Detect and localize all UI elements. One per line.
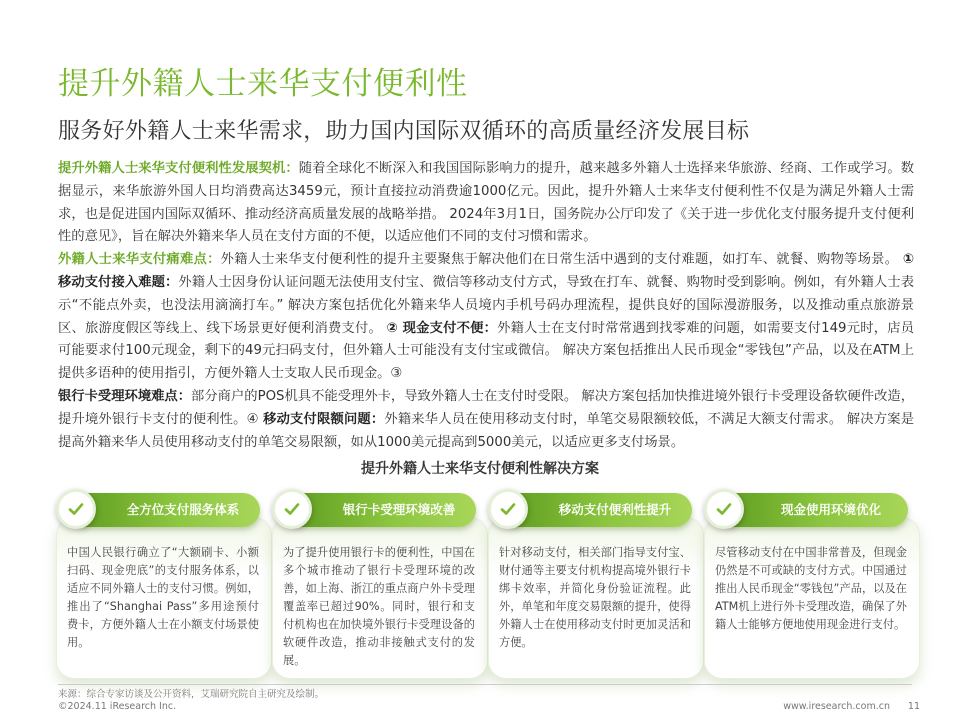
card-label: 现金使用环境优化 [780,502,881,517]
solution-card-3 [488,493,704,679]
card-header [502,493,692,527]
card-description: 针对移动支付，相关部门指导支付宝、财付通等主要支付机构提高境外银行卡绑卡效率，并简化身份验证流程。此外，单笔和年度交易限额的提升，使得外籍人士在使用移动支付时更加灵活和方便。 [499,546,691,649]
page-subtitle: 服务好外籍人士来华需求，助力国内国际双循环的高质量经济发展目标 [58,119,750,144]
source-note: 来源：综合专家访谈及公开资料，艾瑞研究院自主研究及绘制。 [58,689,325,700]
point1-label: ① 移动支付接入难题： [58,252,915,290]
check-icon [56,489,96,529]
copyright: ©2024.11 iResearch Inc. [58,701,177,712]
page-title: 提升外籍人士来华支付便利性 [58,66,468,102]
card-body [272,517,488,679]
point3-label: 银行卡受理环境难点： [58,388,192,404]
page-number: 11 [907,701,920,712]
point4-label: 移动支付限额问题： [263,411,385,427]
card-header [286,493,476,527]
card-label: 银行卡受理环境改善 [342,502,456,517]
opportunity-label: 提升外籍人士来华支付便利性发展契机： [58,161,299,176]
solution-card-2 [272,493,488,679]
check-icon [488,489,528,529]
check-icon [704,489,744,529]
card-label: 移动支付便利性提升 [558,502,672,517]
card-description: 中国人民银行确立了“大额刷卡、小额扫码、现金兜底”的支付服务体系，以适应不同外籍人士的支付习惯。例如，推出了“Shanghai Pass”多用途预付费卡，方便外籍人士在小额支付场景使用。 [67,546,259,649]
solutions-title: 提升外籍人士来华支付便利性解决方案 [361,461,599,477]
check-icon [272,489,312,529]
solution-card-1 [56,493,272,679]
pain-points-intro: 外籍人士来华支付便利性的提升主要聚焦于解决他们在日常生活中遇到的支付难题，如打车、就餐、购物等场景。 [220,252,899,268]
card-body [56,517,272,679]
card-header [70,493,260,527]
opportunity-text: 随着全球化不断深入和我国国际影响力的提升，越来越多外籍人士选择来华旅游、经商、工作或学习。数据显示，来华旅游外国人日均消费高达3459元，预计直接拉动消费逾1000亿元。因此，提升外籍人士来华支付便利性不仅是为满足外籍人士需求，也是促进国内国际双循环、推动经济高质量发展的战略举措。 2024年3月1日，国务院办公厅印发了《关于进一步优化支付服务提升支付便利性的意见》，旨在解决外籍来华人员在支付方面的不便，以适应他们不同的支付习惯和需求。 [58,161,915,245]
point3-text: 部分商户的POS机具不能受理外卡，导致外籍人士在支付时受限。 解决方案包括加快推进境外银行卡受理设备软硬件改造，提升境外银行卡支付的便利性。④ [58,388,915,427]
footer-divider [58,684,912,685]
point1-text: 外籍人士因身份认证问题无法使用支付宝、微信等移动支付方式，导致在打车、就餐、购物时受到影响。例如，有外籍人士表示“不能点外卖，也没法用滴滴打车。” 解决方案包括优化外籍来华人员境内手机号码办理流程，提供良好的国际漫游服务，以及推动重点旅游景区、旅游度假区等线上、线下场景更好便利消费支付。 [58,274,915,336]
point2-label: ② 现金支付不便： [386,320,498,336]
point2-text: 外籍人士在支付时常常遇到找零难的问题，如需要支付149元时，店员可能要求付100元现金，剩下的49元扫码支付，但外籍人士可能没有支付宝或微信。 解决方案包括推出人民币现金“零钱包”产品，以及在ATM上提供多语种的使用指引，方便外籍人士支取人民币现金。③ [58,320,914,382]
card-description: 尽管移动支付在中国非常普及，但现金仍然是不可或缺的支付方式。中国通过推出人民币现金“零钱包”产品，以及在ATM机上进行外卡受理改造，确保了外籍人士能够方便地使用现金进行支付。 [715,546,907,631]
card-label: 全方位支付服务体系 [126,502,240,517]
card-description: 为了提升使用银行卡的便利性，中国在多个城市推动了银行卡受理环境的改善，如上海、浙江的重点商户外卡受理覆盖率已超过90%。同时，银行和支付机构也在加快境外银行卡受理设备的软硬件改造，推动非接触式支付的发展。 [283,546,475,667]
card-body [704,517,920,679]
body-paragraph [58,158,914,454]
point4-text: 外籍来华人员在使用移动支付时，单笔交易限额较低，不满足大额支付需求。 解决方案是提高外籍来华人员使用移动支付的单笔交易限额，如从1000美元提高到5000美元，以适应更多支付场景。 [58,411,914,450]
card-body [488,517,704,679]
pain-points-label: 外籍人士来华支付痛难点： [58,252,221,268]
solution-card-4 [704,493,920,679]
card-header [718,493,908,527]
website-link[interactable]: www.iresearch.com.cn [783,701,890,712]
